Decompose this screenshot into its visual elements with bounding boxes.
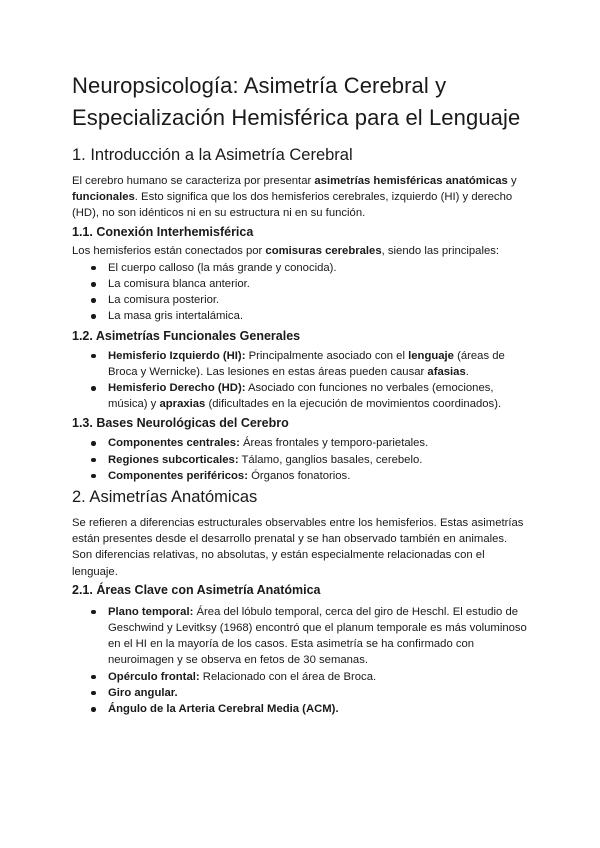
- section-1-2-heading: 1.2. Asimetrías Funcionales Generales: [72, 328, 301, 343]
- bold-text: apraxias: [159, 398, 206, 411]
- bold-text: Hemisferio Izquierdo (HI):: [108, 349, 246, 362]
- bold-text: comisuras cerebrales: [265, 244, 382, 257]
- list-item: [108, 435, 528, 451]
- list-item: [108, 348, 528, 380]
- section-1-1-intro: [72, 243, 528, 259]
- list-item: [108, 468, 528, 484]
- bold-text: afasias: [427, 365, 466, 378]
- text: Principalmente asociado con el: [245, 349, 409, 362]
- text: , siendo las principales:: [381, 244, 500, 257]
- section-2-heading: 2. Asimetrías Anatómicas: [72, 488, 258, 507]
- bold-text: Hemisferio Derecho (HD):: [108, 382, 246, 395]
- bold-text: Giro angular.: [108, 686, 178, 699]
- list-item: [108, 685, 528, 701]
- bold-text: Regiones subcorticales:: [108, 453, 239, 466]
- text: y: [507, 175, 517, 187]
- section-1-intro: [72, 173, 528, 222]
- section-2-intro: Se refieren a diferencias estructurales observables entre los hemisferios. Estas asimetrías están presentes desde el desarrollo prenatal y se han observado también en animales. Son diferencias relativas, no absolutas, y están especialmente relacionadas con el lenguaje.: [72, 517, 524, 578]
- section-1-1-heading: 1.1. Conexión Interhemisférica: [72, 224, 254, 239]
- text: Los hemisferios están conectados por: [72, 244, 266, 257]
- anatomical-areas-list: [72, 604, 528, 717]
- text: (áreas de Broca y Wernicke). Las lesiones en estas áreas pueden causar: [108, 349, 505, 378]
- functional-asymmetries-list: [72, 348, 528, 413]
- bold-text: funcionales: [72, 191, 135, 204]
- bold-text: Opérculo frontal:: [108, 670, 200, 683]
- text: Tálamo, ganglios basales, cerebelo.: [238, 453, 423, 466]
- bold-text: Plano temporal:: [108, 605, 194, 618]
- list-item: [108, 669, 528, 685]
- text: Relacionado con el área de Broca.: [199, 670, 377, 683]
- text: .: [465, 365, 469, 378]
- section-1-heading: 1. Introducción a la Asimetría Cerebral: [72, 146, 353, 164]
- list-item: [108, 380, 528, 412]
- text: Órganos fonatorios.: [247, 469, 351, 482]
- section-2-1-heading: 2.1. Áreas Clave con Asimetría Anatómica: [72, 582, 321, 597]
- bold-text: Componentes centrales:: [108, 437, 240, 450]
- text: Asociado con funciones no verbales (emociones, música) y: [108, 382, 494, 411]
- list-item: El cuerpo calloso (la más grande y conocida).: [108, 260, 528, 276]
- section-1-3-heading: 1.3. Bases Neurológicas del Cerebro: [72, 416, 289, 431]
- bold-text: Ángulo de la Arteria Cerebral Media (ACM).: [108, 703, 339, 716]
- list-item: [108, 604, 528, 669]
- text: (dificultades en la ejecución de movimientos coordinados).: [205, 398, 502, 411]
- commissures-list: [72, 260, 528, 325]
- text: Área del lóbulo temporal, cerca del giro de Heschl. El estudio de Geschwind y Levitksy (1968) encontró que el planum temporale es más voluminoso en el HI en la mayoría de los casos. Esta asimetría se ha confirmado con neuroimagen y se observa en fetos de 30 semanas.: [108, 605, 527, 667]
- list-item: La comisura posterior.: [108, 292, 528, 308]
- neurological-bases-list: [72, 435, 528, 484]
- text: El cerebro humano se caracteriza por presentar: [72, 175, 315, 187]
- bold-text: lenguaje: [408, 349, 454, 362]
- document-title: Neuropsicología: Asimetría Cerebral y Especialización Hemisférica para el Lenguaje: [72, 73, 521, 130]
- text: . Esto significa que los dos hemisferios cerebrales, izquierdo (HI) y derecho (HD), no son idénticos ni en su estructura ni en su función.: [72, 191, 513, 220]
- list-item: [108, 701, 528, 717]
- list-item: [108, 452, 528, 468]
- text: Áreas frontales y temporo-parietales.: [239, 437, 429, 450]
- bold-text: asimetrías hemisféricas anatómicas: [314, 175, 508, 187]
- list-item: La comisura blanca anterior.: [108, 276, 528, 292]
- bold-text: Componentes periféricos:: [108, 469, 248, 482]
- list-item: La masa gris intertalámica.: [108, 308, 528, 324]
